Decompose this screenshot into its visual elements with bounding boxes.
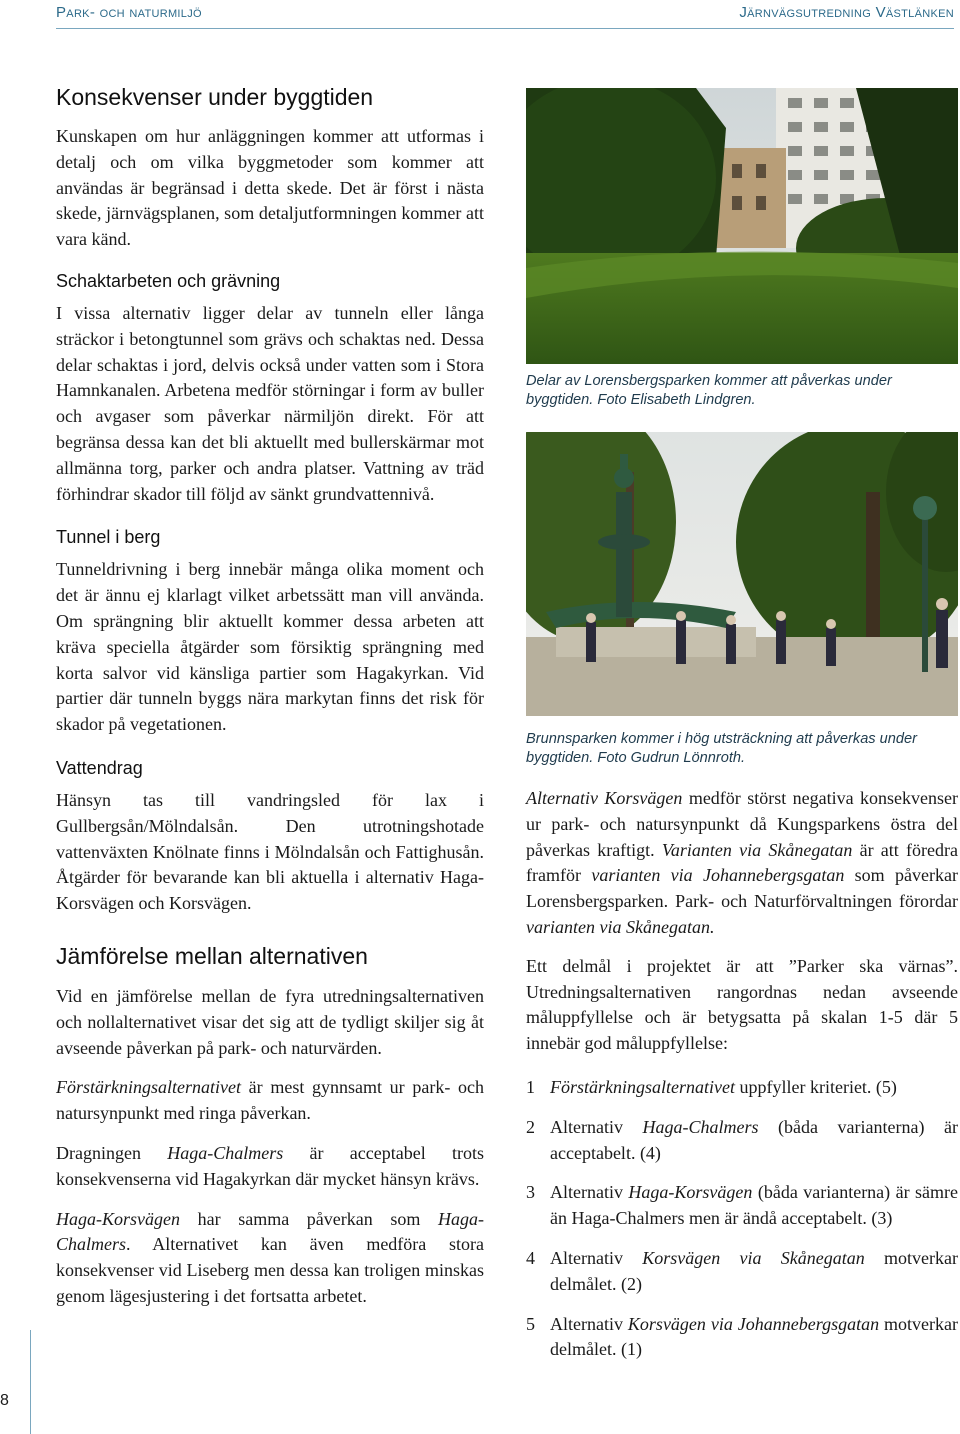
section-heading-konsekvenser: Konsekvenser under byggtiden (56, 84, 374, 110)
left-column (56, 84, 484, 1310)
subheading-tunnel: Tunnel i berg (56, 527, 161, 548)
paragraph-korsvagen: Alternativ Korsvägen medför störst negativa konsekvenser ur park- och natursynpunkt då Kungsparkens östra del påverkas kraftigt. Varianten via Skånegatan är att föredra framför varianten via Johannebergsgatan som påverkar Lorensbergsparken. Park- och Naturförvaltningen förordar varianten via Skånegatan. (526, 788, 958, 937)
ranking-list (526, 1075, 958, 1363)
caption-lorensbergsparken: Delar av Lorensbergsparken kommer att påverkas under byggtiden. Foto Elisabeth Lindgren. (526, 373, 892, 408)
paragraph-schakt: I vissa alternativ ligger delar av tunneln eller långa sträckor i betongtunnel som grävs och schaktas ned. Dessa delar schaktas i jord, delvis också under vatten som i Stora Hamnkanalen. Arbetena medför störningar i form av buller och avgaser som påverkar närmiljön direkt. För att begränsa dessa kan det bli aktuellt med bullerskärmar mot allmänna torg, parker och andra platser. Vattning av träd förhindrar skador till följd av sänkt grundvattennivå. (56, 302, 484, 504)
subheading-schakt: Schaktarbeten och grävning (56, 270, 281, 291)
page-number: 8 (0, 1392, 9, 1409)
paragraph-forstarkning: Förstärkningsalternativet är mest gynnsamt ur park- och natursynpunkt med ringa påverkan. (56, 1077, 484, 1124)
caption-brunnsparken: Brunnsparken kommer i hög utsträckning att påverkas under byggtiden. Foto Gudrun Lönnroth. (526, 731, 917, 766)
park-photo-illustration (526, 88, 958, 364)
paragraph-haga-korsvagen: Haga-Korsvägen har samma påverkan som Haga-Chalmers. Alternativet kan även medföra stora konsekvenser vid Liseberg men dessa kan troligen minskas genom lägesjustering i det fortsatta arbetet. (56, 1208, 484, 1306)
header-rule (56, 28, 954, 29)
list-item: 2 Alternativ Haga-Chalmers (båda varianterna) är acceptabelt. (4) (526, 1116, 958, 1163)
photo-brunnsparken (526, 432, 958, 716)
paragraph-jamforelse: Vid en jämförelse mellan de fyra utredningsalternativen och nollalternativet visar det sig att de tydligt skiljer sig åt avseende påverkan på park- och naturvärden. (56, 985, 484, 1058)
list-item: 1 Förstärkningsalternativet uppfyller kriteriet. (5) (526, 1076, 897, 1097)
subheading-vattendrag: Vattendrag (56, 757, 143, 778)
section-heading-jamforelse: Jämförelse mellan alternativen (56, 942, 368, 969)
list-item: 4 Alternativ Korsvägen via Skånegatan motverkar delmålet. (2) (526, 1247, 959, 1294)
margin-rule (30, 1330, 31, 1434)
alt-name: Förstärkningsalternativet (56, 1077, 241, 1098)
photo-lorensbergsparken (526, 88, 958, 364)
paragraph-vattendrag: Hänsyn tas till vandringsled för lax i Gullbergsån/Mölndalsån. Den utrotningshotade vattenväxten Knölnate finns i Mölndalsån och Fattighusån. Åtgärder för bevarande kan bli aktuella i alternativ Haga-Korsvägen och Korsvägen. (56, 789, 484, 914)
paragraph-delmal: Ett delmål i projektet är att ”Parker ska värnas”. Utredningsalternativen rangordnas nedan avseende måluppfyllelse och är betygsatta på skalan 1-5 där 5 innebär god måluppfyllelse: (526, 955, 958, 1054)
fountain-photo-illustration (526, 432, 958, 716)
running-header-left: Park- och naturmiljö (56, 4, 202, 21)
list-item: 3 Alternativ Haga-Korsvägen (båda varianterna) är sämre än Haga-Chalmers men är ändå acceptabelt. (3) (526, 1182, 958, 1229)
paragraph-dragningen: Dragningen Haga-Chalmers är acceptabel trots konsekvenserna vid Hagakyrkan där mycket hänsyn krävs. (56, 1142, 484, 1189)
right-column-text (526, 786, 958, 1377)
paragraph-intro: Kunskapen om hur anläggningen kommer att utformas i detalj och om vilka byggmetoder som kommer att användas är begränsad i detta skede. Det är först i nästa skede, järnvägsplanen, som detaljutformningen kommer att vara känd. (56, 126, 484, 250)
paragraph-tunnel: Tunneldrivning i berg innebär många olika moment och det är ännu ej klarlagt vilket arbetssätt man vill använda. Om sprängning blir aktuellt kommer dessa arbeten att kräva speciella åtgärder som försiktig sprängning med korta salvor vid känsliga partier som Hagakyrkan. Vid partier där tunneln byggs nära markytan finns det risk för skador på vegetationen. (56, 559, 484, 735)
list-item: 5 Alternativ Korsvägen via Johannebergsgatan motverkar delmålet. (1) (526, 1313, 958, 1360)
running-header-right: Järnvägsutredning Västlänken (739, 4, 954, 21)
